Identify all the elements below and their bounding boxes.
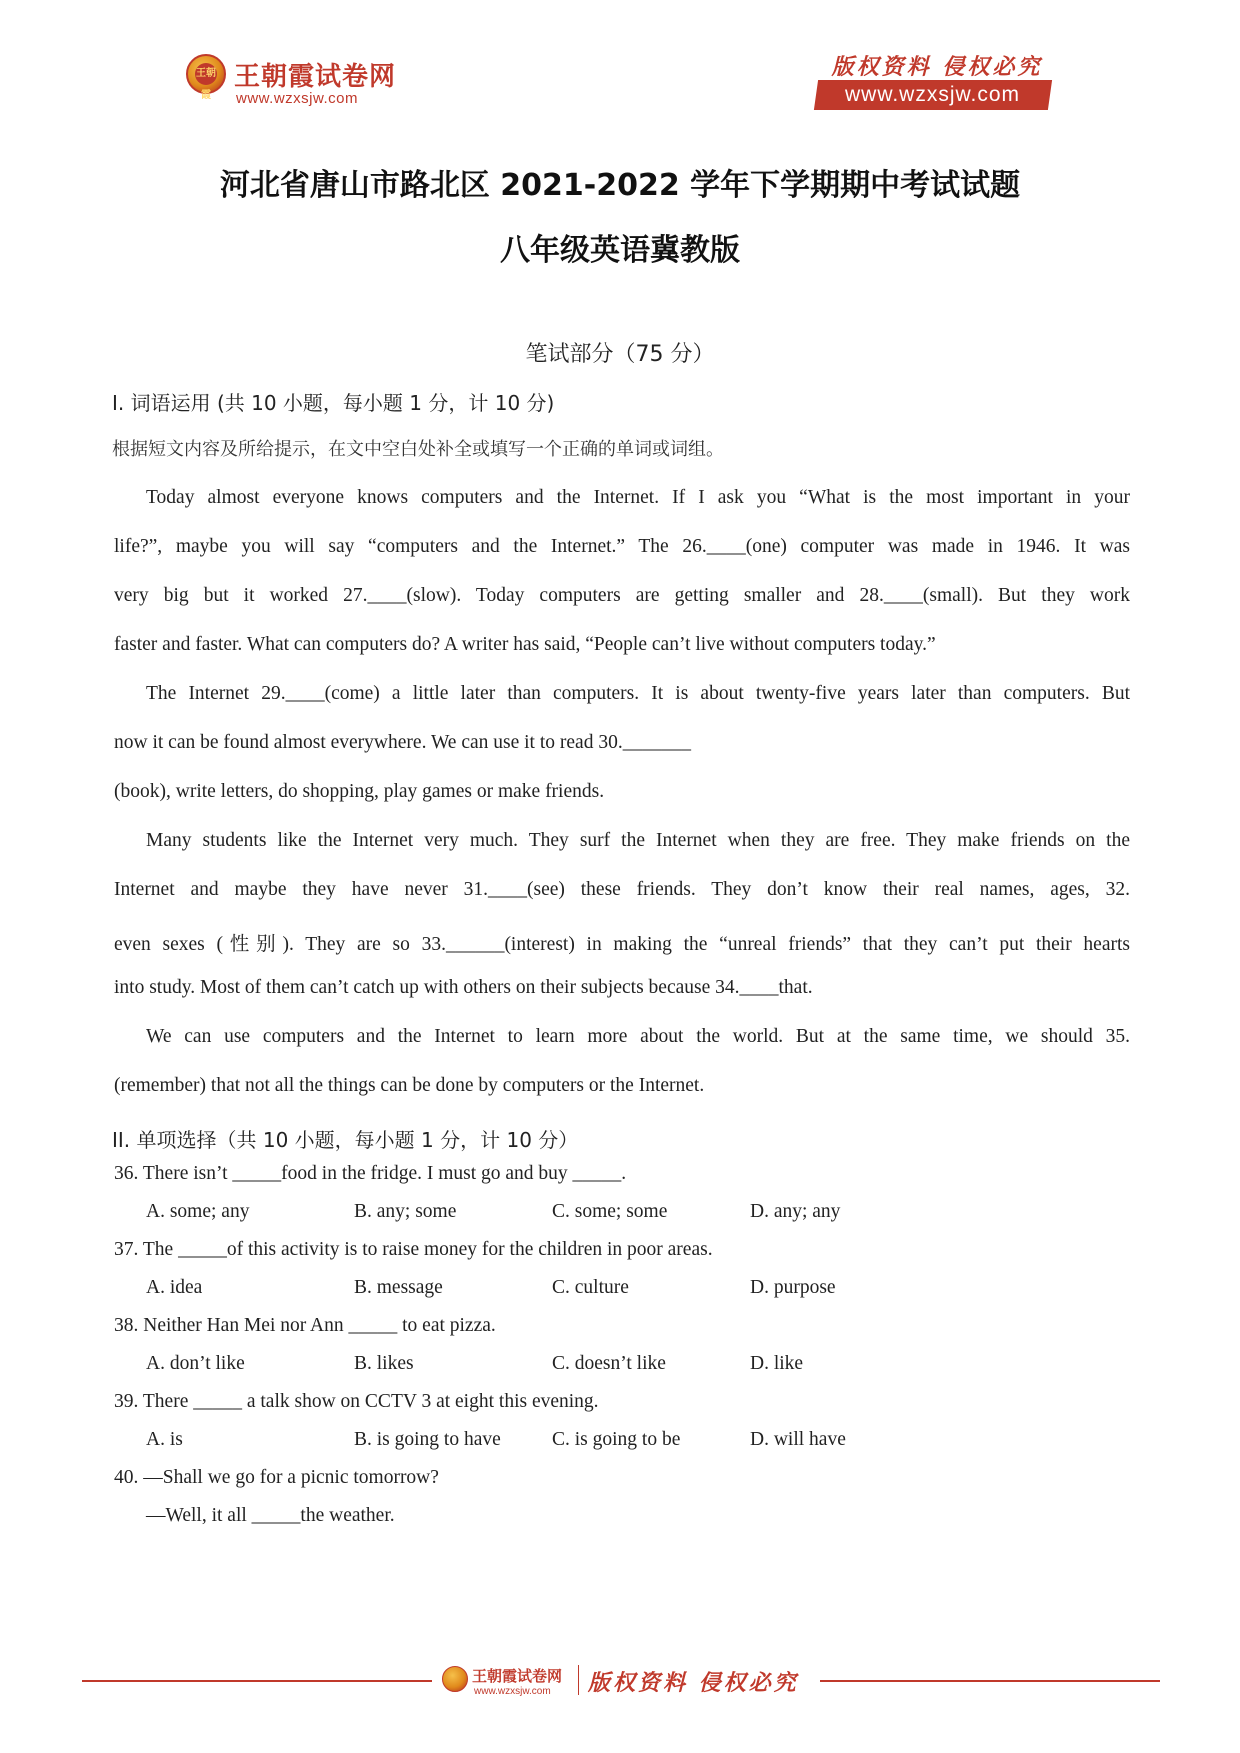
passage-line: Many students like the Internet very much. They surf the Internet when they are free. They make friends on the — [146, 830, 1130, 851]
footer-logo-url: www.wzxsjw.com — [474, 1686, 551, 1697]
passage-line: (remember) that not all the things can be done by computers or the Internet. — [114, 1075, 705, 1096]
question-40: 40. —Shall we go for a picnic tomorrow? — [114, 1467, 439, 1488]
option-d: D. any; any — [750, 1201, 841, 1222]
footer-rule-right — [820, 1680, 1160, 1682]
question-36: 36. There isn’t _____food in the fridge. I must go and buy _____. — [114, 1163, 627, 1184]
passage-line: faster and faster. What can computers do? A writer has said, “People can’t live without computers today.” — [114, 634, 936, 655]
option-b: B. any; some — [354, 1201, 457, 1222]
option-a: A. is — [146, 1429, 183, 1450]
footer-copyright: 版权资料 侵权必究 — [588, 1670, 799, 1696]
part1-instruction: 根据短文内容及所给提示，在文中空白处补全或填写一个正确的单词或词组。 — [112, 439, 724, 460]
passage-line: life?”, maybe you will say “computers and the Internet.” The 26.____(one) computer was made in 1946. It was — [114, 536, 1130, 557]
option-c: C. culture — [552, 1277, 629, 1298]
passage-line: even sexes (性别). They are so 33.______(interest) in making the “unreal friends” that they can’t put their hearts — [114, 934, 1130, 955]
option-b: B. is going to have — [354, 1429, 501, 1450]
option-d: D. will have — [750, 1429, 846, 1450]
copyright-notice: 版权资料 侵权必究 — [831, 54, 1043, 80]
site-logo-url: www.wzxsjw.com — [236, 90, 359, 107]
question-39: 39. There _____ a talk show on CCTV 3 at eight this evening. — [114, 1391, 599, 1412]
footer-logo-name: 王朝霞试卷网 — [472, 1667, 563, 1685]
option-c: C. some; some — [552, 1201, 668, 1222]
url-banner — [814, 80, 1052, 110]
option-b: B. likes — [354, 1353, 414, 1374]
option-a: A. some; any — [146, 1201, 250, 1222]
footer-rule-left — [82, 1680, 432, 1682]
question-38: 38. Neither Han Mei nor Ann _____ to eat pizza. — [114, 1315, 496, 1336]
exam-subtitle: 八年级英语冀教版 — [500, 233, 740, 268]
option-c: C. doesn’t like — [552, 1353, 666, 1374]
footer-divider — [578, 1665, 579, 1695]
passage-line: very big but it worked 27.____(slow). Today computers are getting smaller and 28.____(small). But they work — [114, 585, 1130, 606]
question-37: 37. The _____of this activity is to raise money for the children in poor areas. — [114, 1239, 713, 1260]
part2-heading: II. 单项选择（共 10 小题，每小题 1 分，计 10 分） — [112, 1128, 579, 1152]
logo-emblem-icon — [186, 54, 226, 101]
exam-title: 河北省唐山市路北区 2021-2022 学年下学期期中考试试题 — [219, 168, 1021, 203]
footer-logo-icon — [442, 1666, 468, 1692]
option-a: A. idea — [146, 1277, 203, 1298]
passage-line: Today almost everyone knows computers and the Internet. If I ask you “What is the most important in your — [146, 487, 1130, 508]
url-banner-text: www.wzxsjw.com — [845, 83, 1021, 106]
option-a: A. don’t like — [146, 1353, 245, 1374]
option-b: B. message — [354, 1277, 443, 1298]
passage-line: We can use computers and the Internet to learn more about the world. But at the same time, we should 35. — [146, 1026, 1130, 1047]
question-40-reply: —Well, it all _____the weather. — [146, 1505, 395, 1526]
passage-line: The Internet 29.____(come) a little later than computers. It is about twenty-five years later than computers. But — [146, 683, 1130, 704]
section-heading: 笔试部分（75 分） — [525, 342, 715, 367]
passage-line: (book), write letters, do shopping, play games or make friends. — [114, 781, 605, 802]
passage-line: into study. Most of them can’t catch up with others on their subjects because 34.____that. — [114, 977, 813, 998]
option-c: C. is going to be — [552, 1429, 681, 1450]
logo-emblem-text: 王朝霞 — [195, 63, 217, 85]
site-logo-name: 王朝霞试卷网 — [234, 62, 397, 92]
passage-line: now it can be found almost everywhere. We can use it to read 30._______ — [114, 732, 691, 753]
option-d: D. like — [750, 1353, 804, 1374]
part1-heading: I. 词语运用 (共 10 小题，每小题 1 分，计 10 分) — [112, 391, 555, 415]
passage-line: Internet and maybe they have never 31.____(see) these friends. They don’t know their real names, ages, 32. — [114, 879, 1130, 900]
option-d: D. purpose — [750, 1277, 836, 1298]
